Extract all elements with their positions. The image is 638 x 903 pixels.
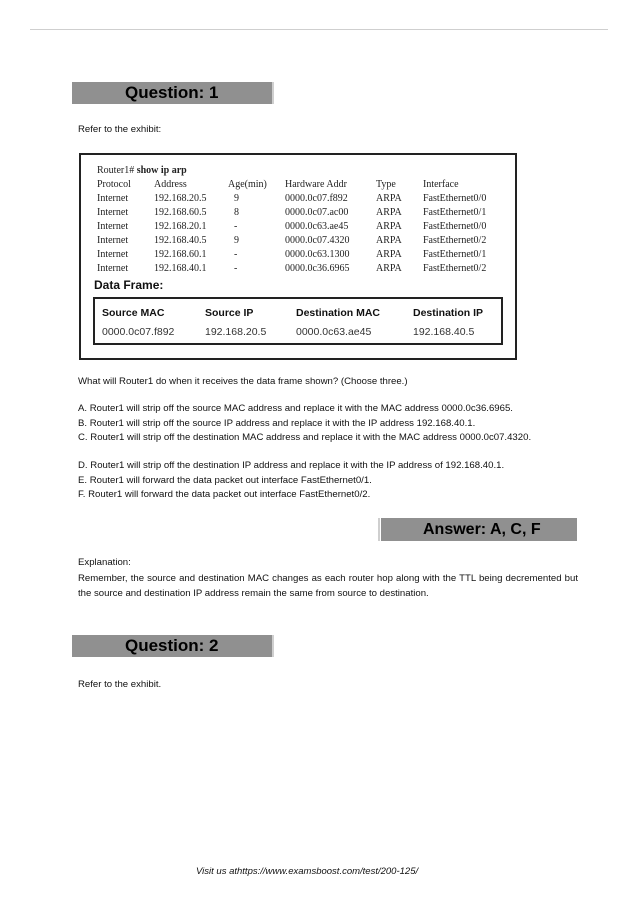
arp-header-row: Protocol Address Age(min) Hardware Addr Type Interface — [97, 179, 459, 190]
answer-banner: Answer: A, C, F — [381, 518, 577, 541]
data-frame-value: 192.168.40.5 — [413, 326, 475, 338]
data-frame-value: 0000.0c63.ae45 — [296, 326, 372, 338]
arp-row: Internet 192.168.40.5 9 0000.0c07.4320 ARPA FastEthernet0/2 — [97, 235, 487, 246]
data-frame-box — [93, 297, 503, 345]
option-f: F. Router1 will forward the data packet out interface FastEthernet0/2. — [78, 489, 371, 500]
explanation-body: Remember, the source and destination MAC changes as each router hop along with the TTL being decremented but the source and destination IP address remain the same from source to destination. — [78, 573, 578, 599]
data-frame-header: Destination MAC — [296, 307, 380, 319]
question-1-intro: Refer to the exhibit: — [78, 124, 162, 135]
arp-row: Internet 192.168.60.5 8 0000.0c07.ac00 ARPA FastEthernet0/1 — [97, 207, 487, 218]
footer-link[interactable]: Visit us athttps://www.examsboost.com/test/200-125/ — [196, 866, 419, 877]
option-d: D. Router1 will strip off the destination IP address and replace it with the IP address of 192.168.40.1. — [78, 460, 505, 471]
arp-row: Internet 192.168.40.1 - 0000.0c36.6965 ARPA FastEthernet0/2 — [97, 263, 487, 274]
arp-table — [97, 164, 487, 276]
question-1-banner: Question: 1 — [72, 82, 272, 104]
question-2-banner: Question: 2 — [72, 635, 272, 657]
data-frame-header: Destination IP — [413, 307, 484, 319]
option-e: E. Router1 will forward the data packet out interface FastEthernet0/1. — [78, 475, 372, 486]
data-frame-title: Data Frame: — [94, 278, 164, 292]
data-frame-value: 0000.0c07.f892 — [102, 326, 175, 338]
explanation-label: Explanation: — [78, 557, 131, 568]
question-2-intro: Refer to the exhibit. — [78, 679, 162, 690]
arp-row: Internet 192.168.20.1 - 0000.0c63.ae45 ARPA FastEthernet0/0 — [97, 221, 487, 232]
arp-command: Router1# show ip arp — [97, 165, 187, 176]
header-rule — [30, 29, 608, 30]
option-a: A. Router1 will strip off the source MAC address and replace it with the MAC address 0000.0c36.6965. — [78, 403, 513, 414]
data-frame-header: Source IP — [205, 307, 254, 319]
arp-row: Internet 192.168.20.5 9 0000.0c07.f892 ARPA FastEthernet0/0 — [97, 193, 487, 204]
question-1-text: What will Router1 do when it receives the data frame shown? (Choose three.) — [78, 376, 408, 387]
option-b: B. Router1 will strip off the source IP address and replace it with the IP address 192.168.40.1. — [78, 418, 476, 429]
data-frame-value: 192.168.20.5 — [205, 326, 267, 338]
exhibit-image — [79, 153, 517, 360]
data-frame-header: Source MAC — [102, 307, 165, 319]
option-c: C. Router1 will strip off the destination MAC address and replace it with the MAC address 0000.0c07.4320. — [78, 432, 532, 443]
arp-row: Internet 192.168.60.1 - 0000.0c63.1300 ARPA FastEthernet0/1 — [97, 249, 487, 260]
